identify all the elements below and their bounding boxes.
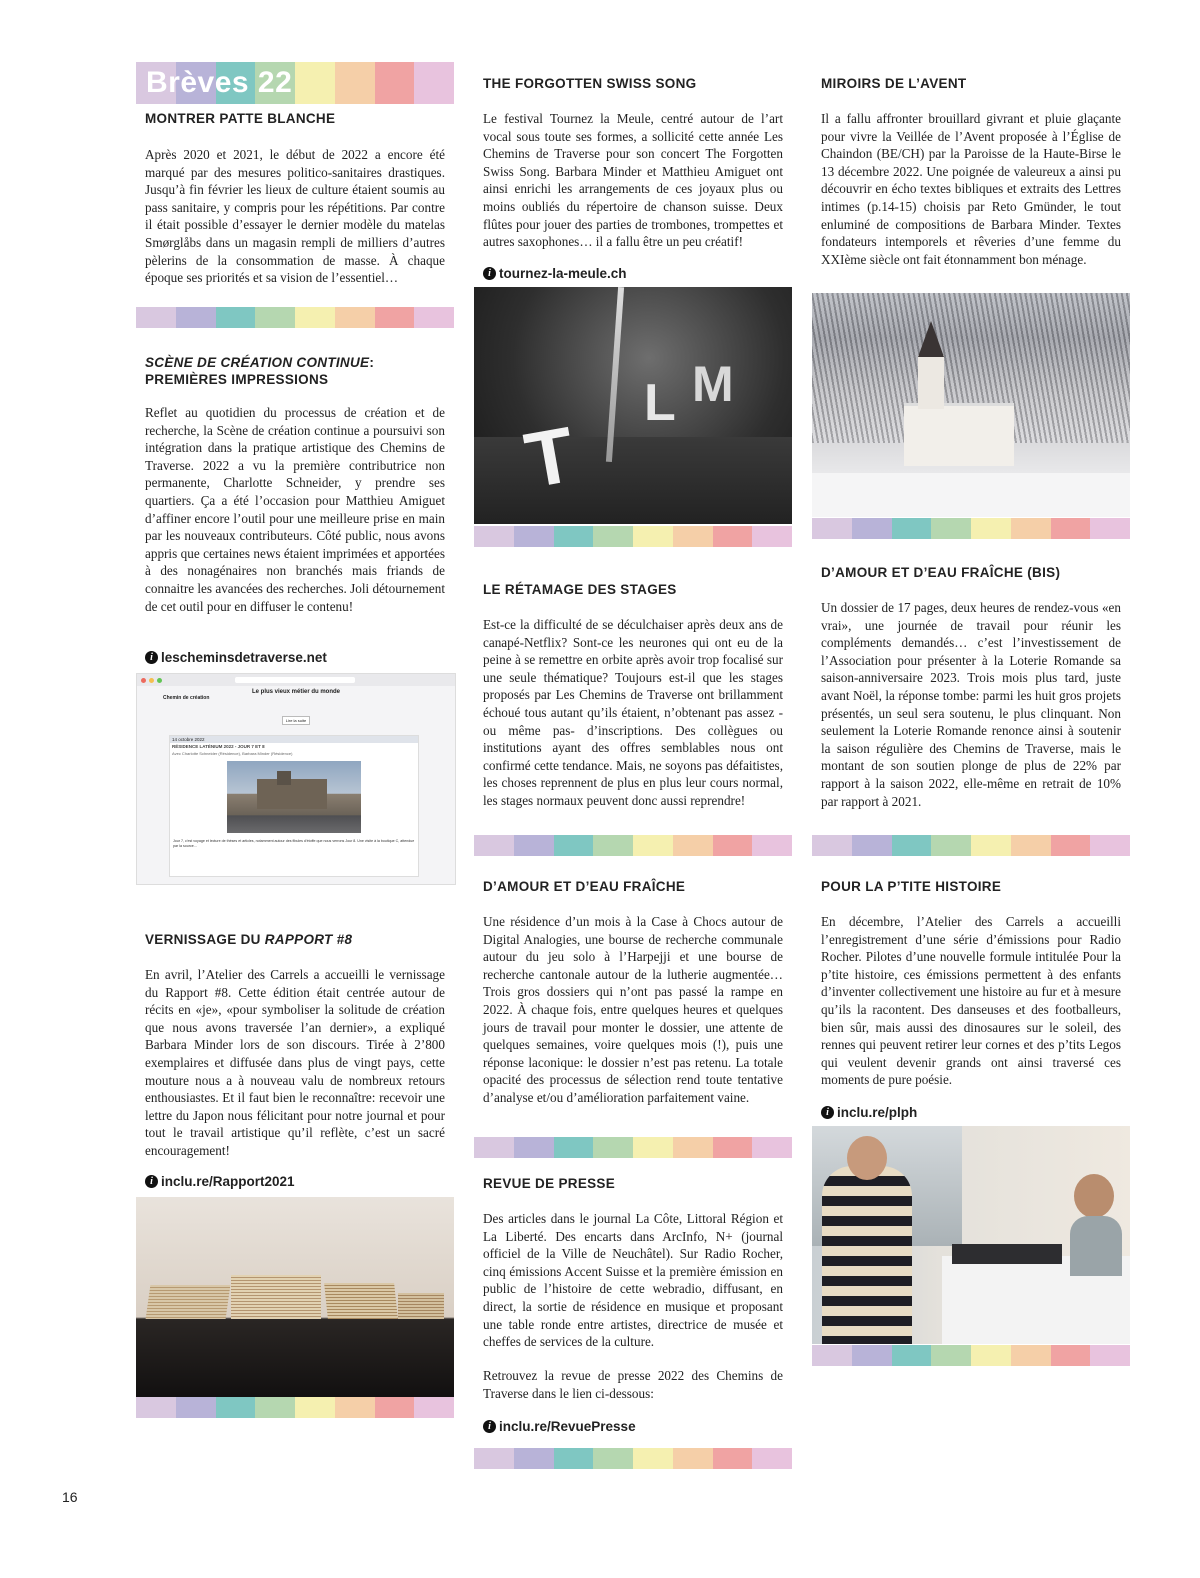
radio-photo — [812, 1126, 1130, 1344]
heading-forgotten: THE FORGOTTEN SWISS SONG — [483, 76, 697, 91]
body-amour1: Une résidence d’un mois à la Case à Chocs autour de Digital Analogies, une bourse de recherche communale autour du jeu solo à l’Harpejji et une bourse de recherche cantonale autour de la lutherie augmentée… Trois gros dossiers qui n’ont pas passé la rampe en 2022. À chaque fois, entre quelques heures et quelques jours de travail pour monter le dossier, une attente de quelques semaines, voire quelques mois (!), puis une réponse laconique: le dossier n’est pas retenu. La totale opacité des processus de sélection rend toute tentative d’analyse et/ou d’amélioration parfaitement vaine. — [483, 914, 783, 1105]
color-stripe — [812, 835, 1130, 856]
browser-toolbar — [137, 674, 455, 686]
castle-photo — [227, 761, 361, 833]
site-residency: RÉSIDENCE LATÉNIUM 2022 - JOUR 7 ET 8 — [172, 744, 265, 749]
body-amour2: Un dossier de 17 pages, deux heures de rendez-vous «en vrai», une journée de travail pour réunir les compléments demandés… c’est l’investissement de l’Association pour présenter à la Loterie Romande sa saison-anniversaire 2023. Trois mois plus tard, juste avant Noël, la réponse tombe: parmi les huit gros projets présentés, un seul sera soutenu, le plus clinquant. Non seulement la Loterie Romande renonce ainsi à soutenir la saison régulière des Chemins de Traverse, mais le montant de son soutien plonge de plus de 22% par rapport à la saison 2022, elle-même en retrait de 10% par rapport à 2021. — [821, 600, 1121, 809]
link-revue[interactable]: i inclu.re/RevuePresse — [483, 1419, 636, 1434]
heading-amour2: D’AMOUR ET D’EAU FRAÎCHE (BIS) — [821, 565, 1061, 580]
color-stripe — [812, 1345, 1130, 1366]
heading-montrer: MONTRER PATTE BLANCHE — [145, 111, 336, 126]
info-icon: i — [483, 267, 496, 280]
column-left — [136, 62, 454, 104]
heading-vernissage: VERNISSAGE DU RAPPORT #8 — [145, 932, 353, 947]
site-card — [169, 735, 419, 877]
body-retamage: Est-ce la difficulté de se déculchaiser après deux ans de canapé-Netflix? Sont-ce les neurones qui ont eu de la peine à se remettre en orbite après avoir trop focalisé sur une seule thématique? Toujours est-il que les stages proposés par Les Chemins de Traverse ont brillamment échoué tous autant qu’ils étaient, n’obtenant pas assez -ou même pas- d’inscriptions. Des collègues ou institutions ayant des offres semblables nous ont confirmé cette tendance. Mais, ne soyons pas défaitistes, les choses reprennent de plus en plus leur cours normal, les stages normaux peuvent donc aussi reprendre! — [483, 617, 783, 808]
color-stripe — [474, 1137, 792, 1158]
body-scene: Reflet au quotidien du processus de création et de recherche, la Scène de création continue a poursuivi son intégration dans la pratique artistique des Chemins de Traverse. 2022 a vu la première contributrice non permanente, Charlotte Schneider, y prendre ses quartiers. Ça a été l’occasion pour Matthieu Amiguet d’affiner encore l’outil pour une meilleure prise en main par les nouveaux contributeurs. Côté public, nous avons appris que certaines news étaient imprimées et apportées à des nonagénaires non branchés mais friands de connaitre les avancées des recherches. Joli détournement de cet outil pour en diffuser le contenu! — [145, 405, 445, 614]
heading-scene: SCÈNE DE CRÉATION CONTINUE: PREMIÈRES IMPRESSIONS — [145, 355, 375, 387]
section-title-band — [136, 62, 454, 104]
body-revue: Des articles dans le journal La Côte, Littoral Région et La Liberté. Des encarts dans ArcInfo, N+ (journal officiel de la Ville de Neuchâtel). Sur Radio Rocher, cinq émissions Accent Suisse et la première émission en public de l’histoire de cette webradio, diffusant, en direct, la sortie de résidence en musique et proposant une table ronde entre artistes, directrice de musée et cheffes de services de la culture. — [483, 1211, 783, 1350]
site-people: Avec Charlotte Schneider (Résidence), Barbara Minder (Résidence) — [172, 751, 293, 756]
link-ptite[interactable]: i inclu.re/plph — [821, 1105, 917, 1120]
photo-letter-l: L — [644, 374, 676, 432]
section-title: Brèves 22 — [146, 66, 293, 99]
color-stripe — [474, 1448, 792, 1469]
heading-ptite: POUR LA P’TITE HISTOIRE — [821, 879, 1002, 894]
heading-amour1: D’AMOUR ET D’EAU FRAÎCHE — [483, 879, 686, 894]
page-number: 16 — [62, 1489, 78, 1505]
color-stripe — [474, 526, 792, 547]
rapport-photo — [136, 1197, 454, 1397]
site-date: 14 octobre 2022 — [170, 736, 418, 743]
site-title: Le plus vieux métier du monde — [251, 689, 341, 695]
body-revue-2: Retrouvez la revue de presse 2022 des Chemins de Traverse dans le lien ci-dessous: — [483, 1368, 783, 1401]
church-photo — [812, 293, 1130, 517]
body-vernissage: En avril, l’Atelier des Carrels a accueilli le vernissage du Rapport #8. Cette édition était centrée autour de récits en «je», «pour symboliser la solitude de création que nous avons traversée l’an dernier», a expliqué Barbara Minder lors de son discours. Tirée à 2’800 exemplaires et diffusée dans plus de vingt pays, cette mouture nous a à nouveau valu de nombreux retours enthousiastes. Et il faut bien le reconnaître: recevoir une lettre du Japon nous félicitant pour notre journal et pour tout le travail artistique qu’il reflète, c’est un sacré encouragement! — [145, 967, 445, 1158]
link-forgotten[interactable]: i tournez-la-meule.ch — [483, 266, 627, 281]
link-scene[interactable]: i lescheminsdetraverse.net — [145, 650, 327, 665]
info-icon: i — [483, 1420, 496, 1433]
heading-revue: REVUE DE PRESSE — [483, 1176, 616, 1191]
photo-letter-t: T — [518, 409, 581, 505]
stage-photo — [474, 287, 792, 524]
heading-retamage: LE RÉTAMAGE DES STAGES — [483, 582, 677, 597]
color-stripe — [812, 518, 1130, 539]
body-miroirs: Il a fallu affronter brouillard givrant et pluie glaçante pour vivre la Veillée de l’Avent proposée à l’Église de Chaindon (BE/CH) par la Paroisse de la Haute-Birse le 13 décembre 2022. Une poignée de valeureux a ainsi pu découvrir en écho textes bibliques et extraits des Lettres intimes (p.14-15) choisis par Reto Gmünder, le tout enluminé de compositions de Barbara Minder. Textes fondateurs intemporels et rêveries d’une femme du XXIème siècle ont fait étonnamment bon ménage. — [821, 111, 1121, 267]
body-montrer: Après 2020 et 2021, le début de 2022 a encore été marqué par des mesures politico-sanitaires drastiques. Jusqu’à fin février les lieux de culture étaient soumis au pass sanitaire, y compris pour les répétitions. Par contre il était possible d’essayer le dernier modèle du matelas Smørglåbs dans un magasin rempli de milliers d’autres pèlerins de la consommation de masse. À chaque époque ses priorités et sa vision de l’essentiel… — [145, 147, 445, 286]
website-screenshot — [136, 673, 456, 885]
info-icon: i — [145, 651, 158, 664]
color-stripe — [136, 307, 454, 328]
body-ptite: En décembre, l’Atelier des Carrels a accueilli l’enregistrement d’une série d’émissions pour Radio Rocher. Pilotes d’une nouvelle formule intitulée Pour la p’tite histoire, ces émissions permettent à des enfants d’inventer collectivement une histoire au fur et à mesure qu’ils la racontent. Des danseuses et des footballeurs, bien sûr, mais aussi des dinosaures sur le soleil, des rennes qui peuvent retirer leur cornes et des p’tits Legos qui veulent devenir grands ont ainsi traversé ces moments de pure poésie. — [821, 914, 1121, 1088]
read-more-button[interactable]: Lire la suite — [282, 716, 310, 725]
heading-miroirs: MIROIRS DE L’AVENT — [821, 76, 967, 91]
body-forgotten: Le festival Tournez la Meule, centré autour de l’art vocal sous toute ses formes, a sollicité cette année Les Chemins de Traverse pour son concert The Forgotten Swiss Song. Barbara Minder et Matthieu Amiguet ont ainsi enrichi les arrangements de ces joyaux plus ou moins oubliés du répertoire de chanson suisse. Deux flûtes pour jouer des parties de trombones, trompettes et autres saxophones… il a fallu être un peu créatif! — [483, 111, 783, 250]
link-vernissage[interactable]: i inclu.re/Rapport2021 — [145, 1174, 295, 1189]
color-stripe — [474, 835, 792, 856]
color-stripe — [136, 1397, 454, 1418]
info-icon: i — [821, 1106, 834, 1119]
photo-letter-m: M — [692, 356, 734, 412]
site-caption: Jour 7, c'est voyage et lecture de thèses et articles, notamment autour des fibules d'étoffe que nous verrons Jour 8. Une visite à la boutique C, attendue par la source... — [173, 839, 415, 848]
site-nav: Chemin de création — [163, 695, 210, 701]
info-icon: i — [145, 1175, 158, 1188]
